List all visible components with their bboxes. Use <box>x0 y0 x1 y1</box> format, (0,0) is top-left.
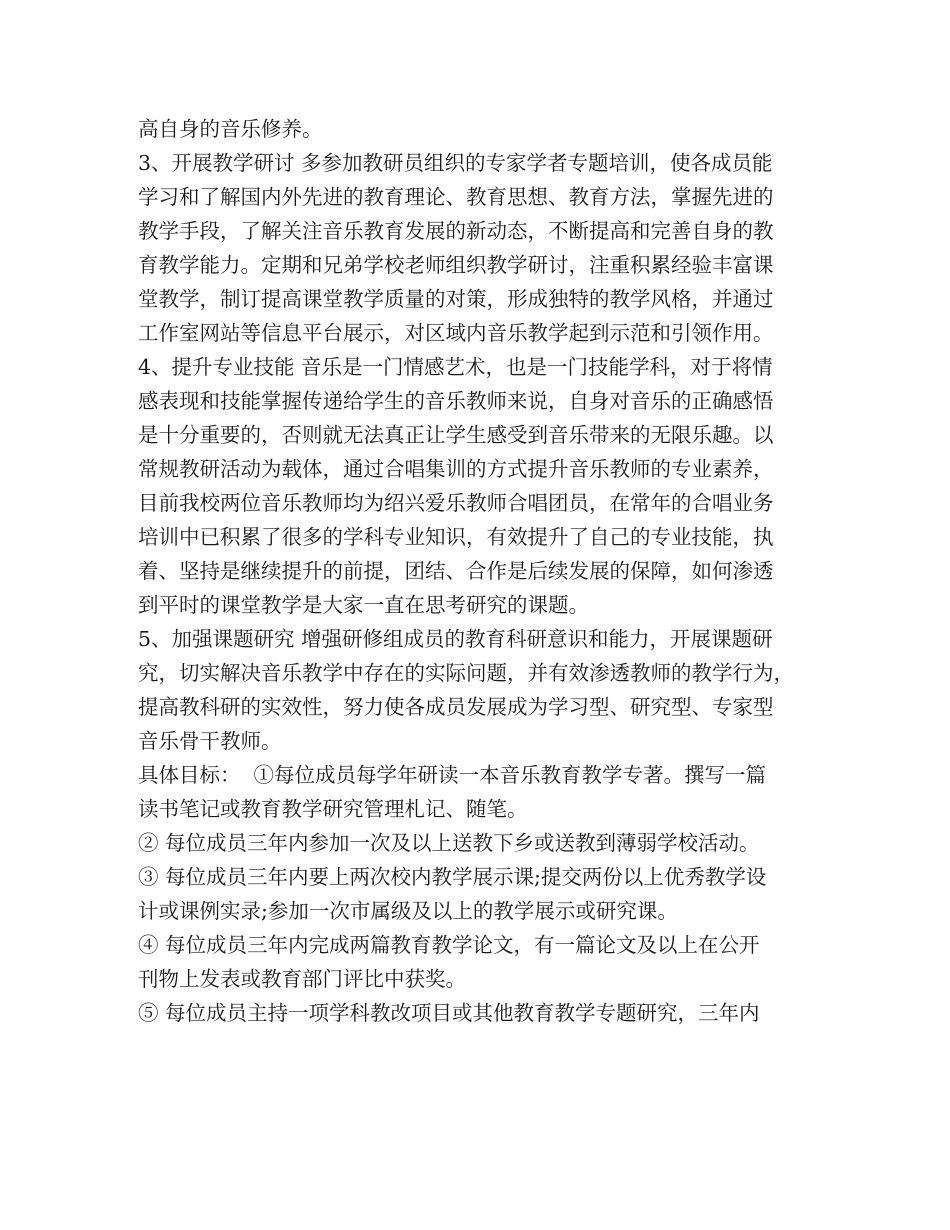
text-line: 培训中已积累了很多的学科专业知识，有效提升了自己的专业技能，执 <box>138 525 774 549</box>
text-line: 教学手段，了解关注音乐教育发展的新动态，不断提高和完善自身的教 <box>138 219 774 243</box>
text-line: 目前我校两位音乐教师均为绍兴爱乐教师合唱团员，在常年的合唱业务 <box>138 491 774 515</box>
document-body <box>138 112 828 1030</box>
text-line: ④ 每位成员三年内完成两篇教育教学论文，有一篇论文及以上在公开 <box>138 933 760 957</box>
text-line: 4、提升专业技能 音乐是一门情感艺术，也是一门技能学科，对于将情 <box>138 355 773 379</box>
text-line: 着、坚持是继续提升的前提，团结、合作是后续发展的保障，如何渗透 <box>138 559 774 583</box>
text-line: ⑤ 每位成员主持一项学科教改项目或其他教育教学专题研究，三年内 <box>138 1001 760 1025</box>
text-line: 计或课例实录;参加一次市属级及以上的教学展示或研究课。 <box>138 899 678 923</box>
text-line: 工作室网站等信息平台展示，对区域内音乐教学起到示范和引领作用。 <box>138 321 774 345</box>
text-line: 刊物上发表或教育部门评比中获奖。 <box>138 967 466 991</box>
text-line: 感表现和技能掌握传递给学生的音乐教师来说，自身对音乐的正确感悟 <box>138 389 774 413</box>
text-line: 读书笔记或教育教学研究管理札记、随笔。 <box>138 797 528 821</box>
text-line: 5、加强课题研究 增强研修组成员的教育科研意识和能力，开展课题研 <box>138 627 773 651</box>
text-line: 育教学能力。定期和兄弟学校老师组织教学研讨，注重积累经验丰富课 <box>138 253 774 277</box>
text-line: 堂教学，制订提高课堂教学质量的对策，形成独特的教学风格，并通过 <box>138 287 774 311</box>
text-line: 高自身的音乐修养。 <box>138 117 323 141</box>
text-line: 常规教研活动为载体，通过合唱集训的方式提升音乐教师的专业素养， <box>138 457 774 481</box>
text-line: 提高教科研的实效性，努力使各成员发展成为学习型、研究型、专家型 <box>138 695 774 719</box>
text-line: 音乐骨干教师。 <box>138 729 282 753</box>
text-line: 学习和了解国内外先进的教育理论、教育思想、教育方法，掌握先进的 <box>138 185 774 209</box>
text-line: 是十分重要的，否则就无法真正让学生感受到音乐带来的无限乐趣。以 <box>138 423 774 447</box>
text-line: 究，切实解决音乐教学中存在的实际问题，并有效渗透教师的教学行为， <box>138 661 794 685</box>
text-line: ② 每位成员三年内参加一次及以上送教下乡或送教到薄弱学校活动。 <box>138 831 760 855</box>
text-line: 到平时的课堂教学是大家一直在思考研究的课题。 <box>138 593 589 617</box>
text-line: 具体目标： ①每位成员每学年研读一本音乐教育教学专著。撰写一篇 <box>138 763 767 787</box>
text-line: 3、开展教学研讨 多参加教研员组织的专家学者专题培训，使各成员能 <box>138 151 773 175</box>
text-line: ③ 每位成员三年内要上两次校内教学展示课;提交两份以上优秀教学设 <box>138 865 767 889</box>
